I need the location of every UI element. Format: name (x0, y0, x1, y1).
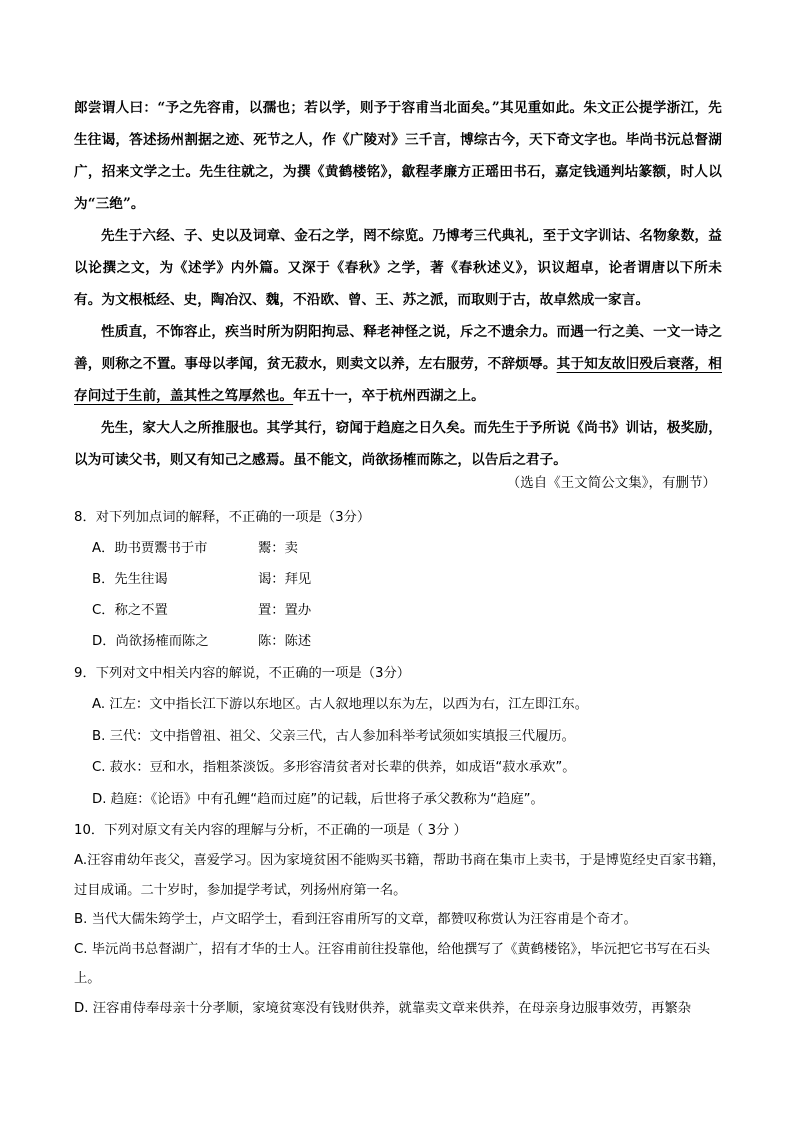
option-a: A.汪容甫幼年丧父，喜爱学习。因为家境贫困不能购买书籍，帮助书商在集市上卖书，于是博览经史百家书籍，过目成诵。二十岁时，参加提学考试，列扬州府第一名。 (74, 853, 726, 898)
option-c: C. 菽水：豆和水，指粗茶淡饭。多形容清贫者对长辈的供养，如成语“菽水承欢”。 (92, 760, 576, 775)
option-text: D．尚欲扬榷而陈之 (92, 634, 209, 649)
passage-paragraph-2: 先生于六经、子、史以及词章、金石之学，罔不综览。乃博考三代典礼，至于文字训诂、名物象数，益以论撰之文，为《述学》内外篇。又深于《春秋》之学，著《春秋述义》，识议超卓，论者谓唐以下所未有。为文根柢经、史，陶冶汉、魏，不沿欧、曾、王、苏之派，而取则于古，故卓然成一家言。 (74, 228, 722, 308)
option-meaning: 陈：陈述 (258, 634, 312, 649)
option-b: B. 当代大儒朱筠学士，卢文昭学士，看到汪容甫所写的文章，都赞叹称赏认为汪容甫是个奇才。 (74, 912, 637, 927)
option-c (74, 595, 734, 626)
question-10 (74, 816, 734, 1023)
underlined-sentence: 其于知友故旧殁后衰落，相存问过于生前，盖其性之笃厚然也。 (74, 356, 722, 404)
classical-passage (74, 92, 722, 476)
option-b: B. 三代：文中指曾祖、祖父、父亲三代，古人参加科举考试须如实填报三代履历。 (92, 728, 575, 744)
option-d: D. 趋庭：《论语》中有孔鲤“趋而过庭”的记载，后世将子承父教称为“趋庭”。 (92, 791, 544, 807)
option-a: A. 江左：文中指长江下游以东地区。古人叙地理以东为左，以西为右，江左即江东。 (92, 697, 589, 712)
passage-text: 年五十一，卒于杭州西湖之上。 (293, 388, 485, 404)
option-meaning: 鬻：卖 (258, 541, 298, 556)
passage-paragraph-1: 郎尝谓人曰：“予之先容甫，以孺也；若以学，则予于容甫当北面矣。”其见重如此。朱文正公提学浙江，先生往谒，答述扬州割据之迹、死节之人，作《广陵对》三千言，博综古今，天下奇文字也。毕尚书沅总督湖广，招来文学之士。先生往就之，为撰《黄鹤楼铭》，歙程孝廉方正瑶田书石，嘉定钱通判坫篆额，时人以为“三绝”。 (74, 100, 722, 212)
option-meaning: 谒：拜见 (258, 572, 312, 587)
question-8 (74, 503, 734, 657)
option-c: C. 毕沅尚书总督湖广，招有才华的士人。汪容甫前往投靠他，给他撰写了《黄鹤楼铭》，毕沅把它书写在石头上。 (74, 941, 711, 986)
option-text: C．称之不置 (92, 603, 168, 618)
passage-paragraph-4: 先生，家大人之所推服也。其学其行，窃闻于趋庭之日久矣。而先生于予所说《尚书》训诂，极奖励，以为可读父书，则又有知己之感焉。虽不能文，尚欲扬榷而陈之，以告后之君子。 (74, 420, 722, 468)
option-d (74, 626, 734, 657)
question-9 (74, 659, 734, 815)
option-meaning: 置：置办 (258, 603, 312, 618)
question-stem: 10．下列对原文有关内容的理解与分析，不正确的一项是（ 3分 ） (74, 823, 467, 838)
question-stem: 8．对下列加点词的解释，不正确的一项是（3分） (74, 510, 371, 525)
question-stem: 9．下列对文中相关内容的解说，不正确的一项是（3分） (74, 666, 411, 681)
passage-source: （选自《王文简公文集》，有删节） (506, 475, 716, 491)
passage-text: 性质直，不饰容止，疾当时所为阴阳拘忌、释老神怪之说，斥之不遗余力。而遇一行之美、一文一诗之善，则称之不置。事母以孝闻，贫无菽水，则卖文以养，左右服劳，不辞烦辱。 (74, 324, 722, 372)
option-d: D. 汪容甫侍奉母亲十分孝顺，家境贫寒没有钱财供养，就靠卖文章来供养，在母亲身边服事效劳，再繁杂 (74, 1000, 692, 1016)
passage-paragraph-3 (74, 316, 722, 412)
option-text: B．先生往谒 (92, 572, 168, 587)
option-text: A．助书贾鬻书于市 (92, 541, 208, 556)
option-a (74, 533, 734, 564)
option-b (74, 564, 734, 595)
